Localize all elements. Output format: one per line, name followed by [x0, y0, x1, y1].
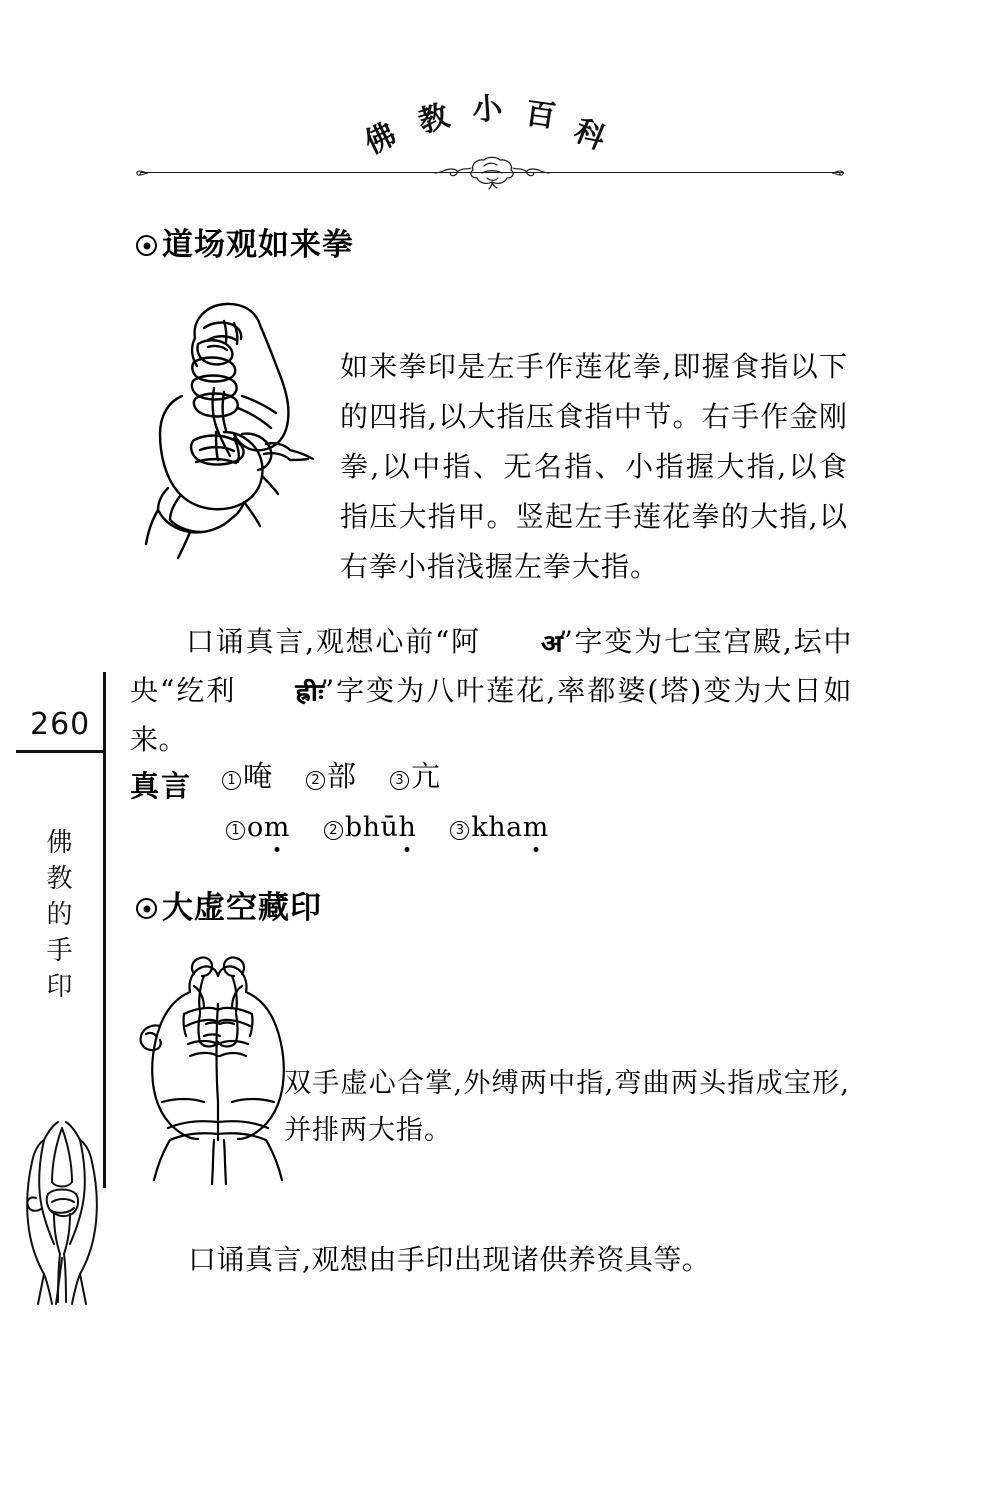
- mantra-number: 1: [222, 771, 241, 790]
- siddham-seed-a: अ: [540, 629, 564, 658]
- mantra-number: 1: [226, 821, 245, 840]
- mantra-item: [324, 814, 416, 842]
- visualization-text-part3: ”字变为八叶莲花,率都婆(塔)变为大日如来。: [130, 674, 852, 756]
- divider-finial-left-icon: [134, 165, 150, 181]
- running-header-char: 百: [523, 96, 558, 135]
- mantra-number: 3: [390, 771, 409, 790]
- divider-finial-right-icon: [830, 165, 846, 181]
- mantra-number: 3: [450, 821, 469, 840]
- visualization-text-part1: 口诵真言,观想心前“阿: [186, 625, 481, 658]
- mantra-syllable-roman: kham: [471, 814, 548, 841]
- header-divider: [118, 158, 866, 188]
- mantra-syllable-cn: 唵: [243, 759, 273, 793]
- circled-dot-icon: [136, 235, 157, 256]
- mantra-diacritic-letter: m: [523, 812, 549, 843]
- joined-palms-mudra-illustration: [128, 952, 308, 1190]
- mantra-diacritic-letter: h: [398, 812, 416, 843]
- mantra-number: 2: [324, 821, 343, 840]
- running-header: [330, 82, 660, 162]
- section-heading-great-akasagarbha: [136, 890, 322, 926]
- visualization-paragraph: [130, 618, 852, 763]
- under-dot-icon: [405, 847, 410, 852]
- page-number-underline: [16, 750, 106, 753]
- mantra-item: [306, 759, 357, 793]
- siddham-seed-hrih: ह्रीः: [295, 678, 325, 707]
- running-header-char: 小: [471, 90, 504, 128]
- mantra-item: [390, 759, 441, 793]
- running-header-char: 佛: [359, 116, 402, 162]
- mantra-syllable-cn: 部: [327, 759, 357, 793]
- mantra-syllable-roman: om: [247, 814, 290, 841]
- tathagata-fist-mudra-illustration: [138, 292, 338, 560]
- mudra-description-2: 双手虚心合掌,外缚两中指,弯曲两头指成宝形,并排两大指。: [284, 1068, 850, 1146]
- mantra-number: 2: [306, 771, 325, 790]
- section-heading-text: 大虚空藏印: [162, 890, 322, 926]
- running-side-title: 佛教的手印: [42, 828, 72, 1008]
- mantra-row-romanization: [226, 814, 549, 842]
- closing-paragraph: 口诵真言,观想由手印出现诸供养资具等。: [188, 1243, 711, 1276]
- mantra-diacritic-letter: m: [264, 812, 290, 843]
- visualization-text-part2: ”字变为七宝宫殿,坛中央“纥利: [130, 625, 853, 707]
- mantra-item: [226, 814, 290, 842]
- mantra-syllable-cn: 亢: [411, 759, 441, 793]
- small-mudra-sketch-icon: [14, 1118, 110, 1308]
- running-header-char: 科: [569, 113, 611, 158]
- page-number: 260: [30, 707, 91, 742]
- mudra-description-1: 如来拳印是左手作莲花拳,即握食指以下的四指,以大指压食指中节。右手作金刚拳,以中指、无名指、小指握大指,以食指压大指甲。竖起左手莲花拳的大指,以右拳小指浅握左拳大指。: [340, 350, 848, 583]
- mantra-item: [222, 759, 273, 793]
- cloud-scroll-ornament-icon: [427, 156, 557, 190]
- running-header-char: 教: [414, 98, 454, 141]
- mantra-label: 真言: [130, 769, 193, 803]
- section-heading-text: 道场观如来拳: [162, 227, 354, 263]
- mantra-syllable-roman: bhūh: [345, 814, 416, 841]
- circled-dot-icon: [136, 898, 157, 919]
- under-dot-icon: [533, 847, 538, 852]
- mantra-item: [450, 814, 548, 842]
- section-heading-tathagata-fist: [136, 227, 354, 263]
- under-dot-icon: [274, 847, 279, 852]
- mantra-row-chinese: [222, 759, 441, 793]
